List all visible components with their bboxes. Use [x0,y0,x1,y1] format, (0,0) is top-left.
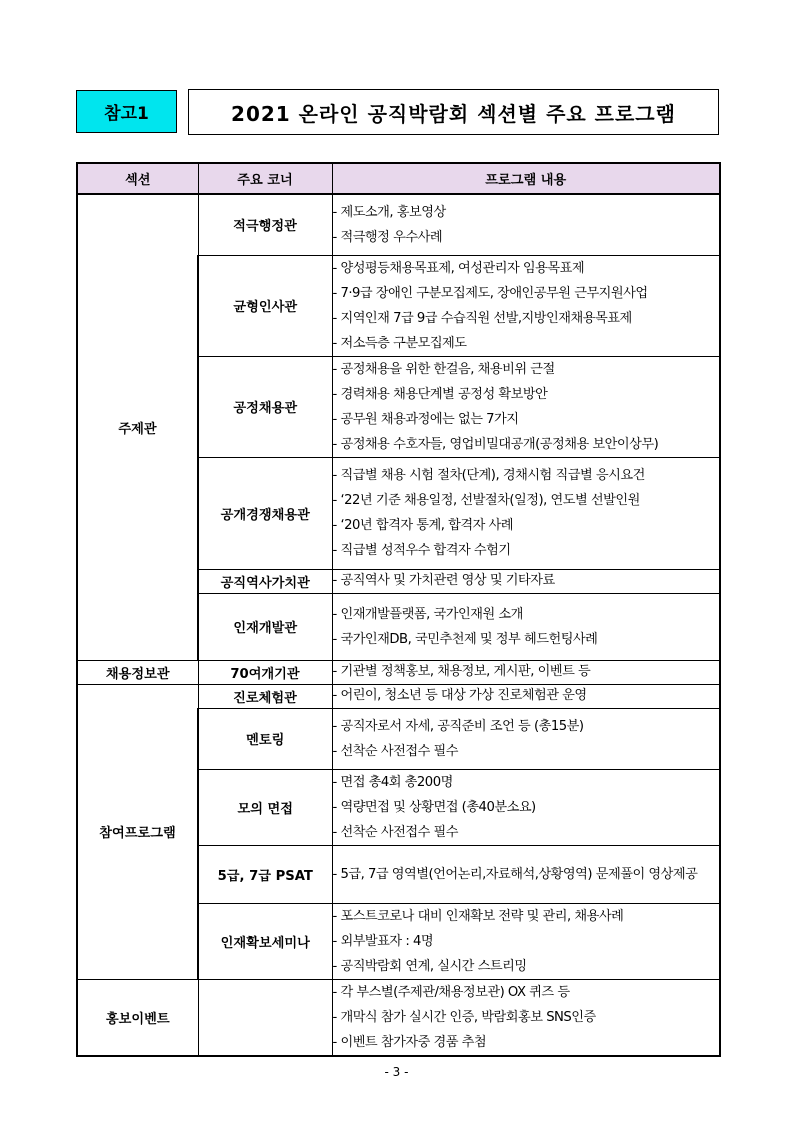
content-cell [332,356,720,457]
header-section: 섹션 [77,163,198,194]
page-title: 2021 온라인 공직박람회 섹션별 주요 프로그램 [188,89,719,135]
section-cell-recruit-info: 채용정보관 [77,660,198,684]
section-cell-participation: 참여프로그램 [77,684,198,979]
corner-cell [198,979,332,1056]
list-item: - 국가인재DB, 국민추천제 및 정부 헤드헌팅사례 [332,631,598,647]
list-item: - 개막식 참가 실시간 인증, 박람회홍보 SNS인증 [332,1009,596,1025]
content-cell [332,660,720,684]
content-cell [332,457,720,569]
content-cell [332,255,720,356]
list-item: - 공정채용을 위한 한걸음, 채용비위 근절 [332,361,555,377]
section-cell-promo: 홍보이벤트 [77,979,198,1056]
list-item: - ‘22년 기준 채용일정, 선발절차(일정), 연도별 선발인원 [332,493,640,508]
header-corner: 주요 코너 [198,163,332,194]
corner-cell: 진로체험관 [198,684,332,708]
corner-cell: 인재개발관 [198,593,332,660]
page-number: - 3 - [384,1065,409,1079]
corner-cell: 인재확보세미나 [198,903,332,979]
list-item: - 양성평등채용목표제, 여성관리자 임용목표제 [332,260,585,276]
list-item: - 인재개발플랫폼, 국가인재원 소개 [332,606,523,622]
list-item: - 공무원 채용과정에는 없는 7가지 [332,411,519,427]
section-cell-theme: 주제관 [77,194,198,660]
content-cell [332,569,720,593]
list-item: - 공직자로서 자세, 공직준비 조언 등 (총15분) [332,718,584,734]
list-item: - 이벤트 참가자중 경품 추첨 [332,1034,487,1050]
corner-cell: 70여개기관 [198,660,332,684]
corner-cell: 5급, 7급 PSAT [198,845,332,903]
list-item: - 5급, 7급 영역별(언어논리,자료해석,상황영역) 문제풀이 영상제공 [332,866,698,882]
table-row [77,194,720,255]
table-row [77,979,720,1056]
corner-cell: 균형인사관 [198,255,332,356]
corner-cell: 공정채용관 [198,356,332,457]
content-cell [332,769,720,845]
table-header-row [77,163,720,194]
program-table [76,162,721,1057]
list-item: - 공직역사 및 가치관련 영상 및 기타자료 [332,573,555,588]
table-row [77,684,720,708]
list-item: - 지역인재 7급 9급 수습직원 선발,지방인재채용목표제 [332,310,632,326]
corner-cell: 모의 면접 [198,769,332,845]
list-item: - 어린이, 청소년 등 대상 가상 진로체험관 운영 [332,688,587,703]
table-row [77,660,720,684]
list-item: - 공직박람회 연계, 실시간 스트리밍 [332,958,527,974]
list-item: - 면접 총4회 총200명 [332,774,453,790]
content-cell [332,903,720,979]
list-item: - 포스트코로나 대비 인재확보 전략 및 관리, 채용사례 [332,908,624,924]
content-cell [332,979,720,1056]
content-cell [332,708,720,769]
list-item: - 7·9급 장애인 구분모집제도, 장애인공무원 근무지원사업 [332,285,648,301]
list-item: - 저소득층 구분모집제도 [332,335,467,351]
list-item: - 역량면접 및 상황면접 (총40분소요) [332,799,536,815]
list-item: - 기관별 정책홍보, 채용정보, 게시판, 이벤트 등 [332,664,591,679]
content-cell [332,684,720,708]
corner-cell: 멘토링 [198,708,332,769]
corner-cell: 적극행정관 [198,194,332,255]
content-cell [332,845,720,903]
corner-cell: 공개경쟁채용관 [198,457,332,569]
list-item: - 경력채용 채용단계별 공정성 확보방안 [332,386,548,402]
list-item: - 공정채용 수호자들, 영업비밀대공개(공정채용 보안이상무) [332,436,659,452]
list-item: - 적극행정 우수사례 [332,229,443,245]
content-cell [332,593,720,660]
content-cell [332,194,720,255]
list-item: - ‘20년 합격자 통계, 합격자 사례 [332,518,514,533]
list-item: - 외부발표자 : 4명 [332,933,434,949]
reference-label: 참고1 [76,90,177,133]
list-item: - 선착순 사전접수 필수 [332,824,458,840]
list-item: - 각 부스별(주제관/채용정보관) OX 퀴즈 등 [332,984,570,1000]
list-item: - 선착순 사전접수 필수 [332,743,458,759]
list-item: - 직급별 채용 시험 절차(단계), 경채시험 직급별 응시요건 [332,468,645,483]
corner-cell: 공직역사가치관 [198,569,332,593]
list-item: - 직급별 성적우수 합격자 수험기 [332,543,511,558]
header-content: 프로그램 내용 [332,163,720,194]
list-item: - 제도소개, 홍보영상 [332,204,446,220]
